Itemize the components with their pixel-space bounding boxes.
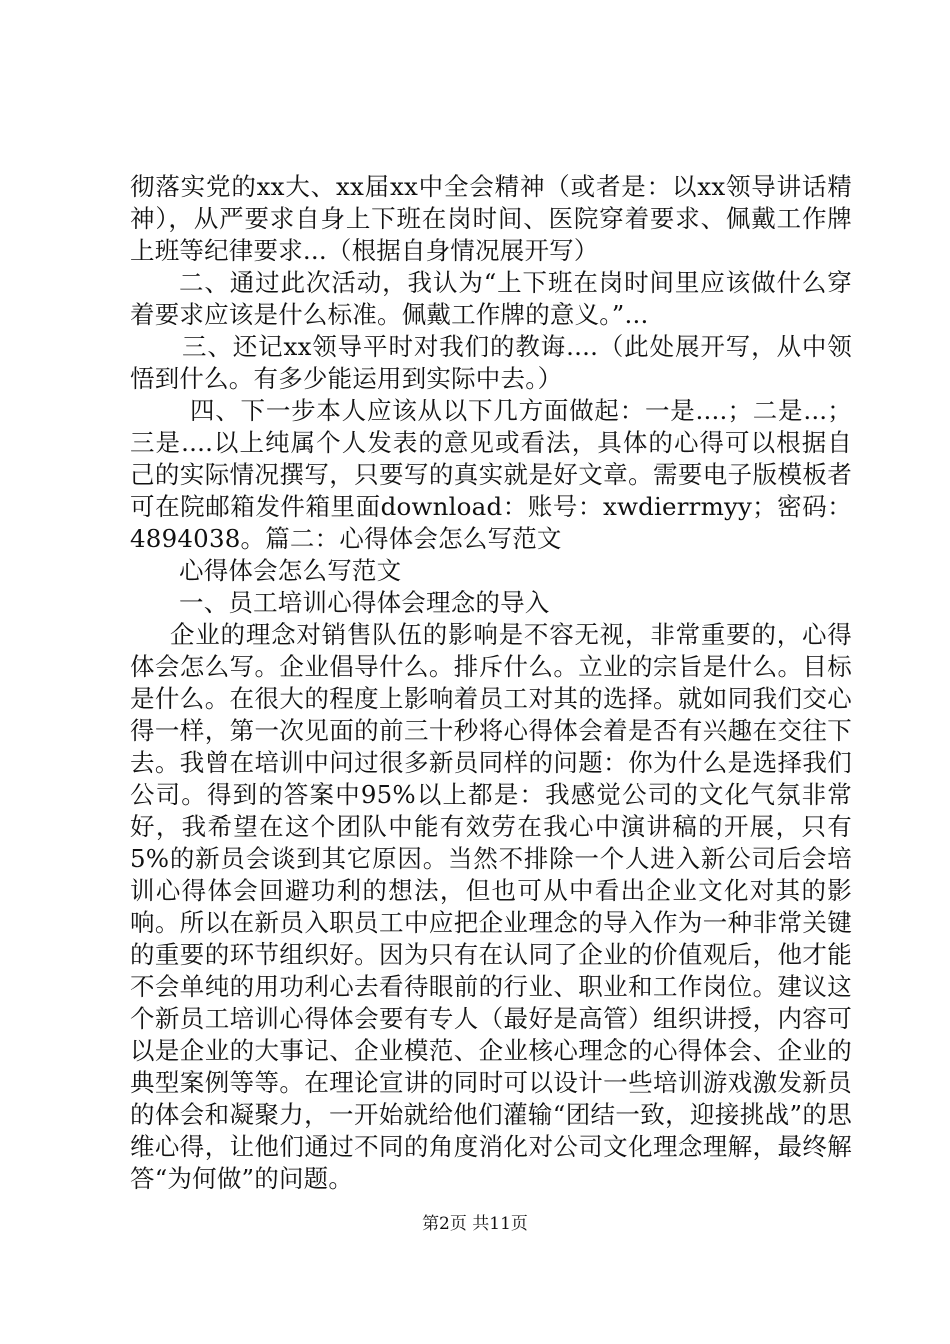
paragraph-section-three: 三、还记xx领导平时对我们的教诲....（此处展开写，从中领悟到什么。有多少能运用到实际中去。）: [130, 332, 852, 393]
paragraph-continuation: 彻落实党的xx大、xx届xx中全会精神（或者是：以xx领导讲话精神），从严要求自身上下班在岗时间、医院穿着要求、佩戴工作牌上班等纪律要求...（根据自身情况展开写）: [130, 172, 852, 265]
paragraph-subtitle: 心得体会怎么写范文: [179, 556, 402, 585]
paragraph-body: 企业的理念对销售队伍的影响是不容无视，非常重要的，心得体会怎么写。企业倡导什么。排斥什么。立业的宗旨是什么。目标是什么。在很大的程度上影响着员工对其的选择。就如同我们交心得一样，第一次见面的前三十秒将心得体会着是否有兴趣在交往下去。我曾在培训中问过很多新员同样的问题：你为什么是选择我们公司。得到的答案中95%以上都是：我感觉公司的文化气氛非常好，我希望在这个团队中能有效劳在我心中演讲稿的开展，只有5%的新员会谈到其它原因。当然不排除一个人进入新公司后会培训心得体会回避功利的想法，但也可从中看出企业文化对其的影响。所以在新员入职员工中应把企业理念的导入作为一种非常关键的重要的环节组织好。因为只有在认同了企业的价值观后，他才能不会单纯的用功利心去看待眼前的行业、职业和工作岗位。建议这个新员工培训心得体会要有专人（最好是高管）组织讲授，内容可以是企业的大事记、企业模范、企业核心理念的心得体会、企业的典型案例等等。在理论宣讲的同时可以设计一些培训游戏激发新员的体会和凝聚力，一开始就给他们灌输“团结一致，迎接挑战”的思维心得，让他们通过不同的角度消化对公司文化理念理解，最终解答“为何做”的问题。: [130, 620, 852, 1193]
page-number-footer: 第2页 共11页: [422, 1214, 528, 1234]
document-body: [130, 171, 852, 1195]
paragraph-section-two: 二、通过此次活动，我认为“上下班在岗时间里应该做什么穿着要求应该是什么标准。佩戴工作牌的意义。”...: [130, 268, 852, 329]
paragraph-heading-one: 一、员工培训心得体会理念的导入: [179, 588, 550, 617]
paragraph-section-four: 四、下一步本人应该从以下几方面做起：一是....；二是...；三是....以上纯属个人发表的意见或看法，具体的心得可以根据自己的实际情况撰写，只要写的真实就是好文章。需要电子版模板者可在院邮箱发件箱里面download：账号：xwdierrmyy；密码：4894038。篇二：心得体会怎么写范文: [130, 396, 852, 553]
